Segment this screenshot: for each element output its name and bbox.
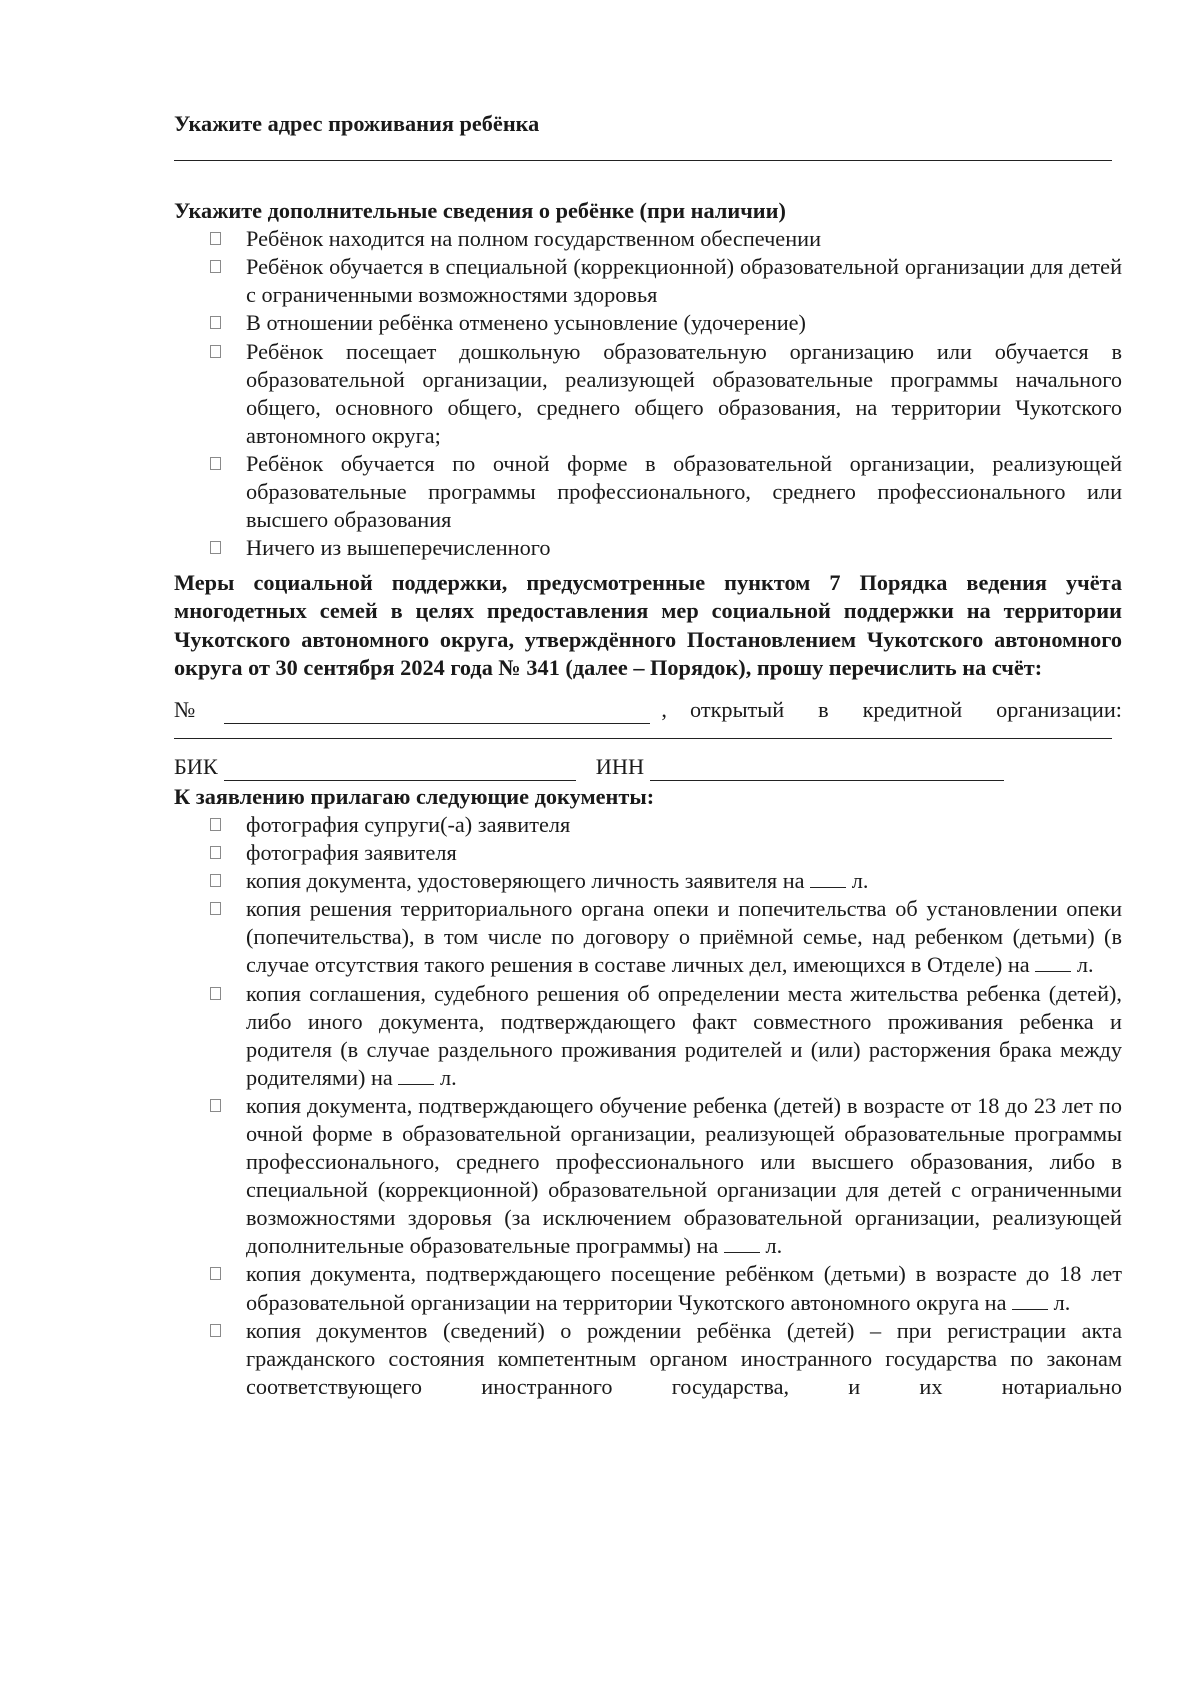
option-label: В отношении ребёнка отменено усыновление (удочерение) <box>246 310 806 336</box>
attachment-item[interactable] <box>174 1092 1122 1261</box>
attachment-label: копия документа, удостоверяющего личность заявителя на <box>246 868 805 894</box>
checkbox[interactable] <box>210 818 221 831</box>
sheet-count-input[interactable] <box>1012 1289 1048 1310</box>
child-info-option[interactable] <box>174 309 1122 337</box>
attachment-label: фотография заявителя <box>246 840 457 866</box>
attachment-label: копия документов (сведений) о рождении ребёнка (детей) – при регистрации акта гражданского состояния компетентным органом иностранного государства по законам соответствующего иностранного государства, и их нотариально <box>246 1317 1122 1399</box>
checkbox[interactable] <box>210 1324 221 1337</box>
bik-label: БИК <box>174 753 218 779</box>
checkbox[interactable] <box>210 316 221 329</box>
attachment-item[interactable] <box>174 1317 1122 1401</box>
sheet-count-input[interactable] <box>1035 951 1071 972</box>
child-info-option[interactable] <box>174 253 1122 309</box>
bik-inn-row <box>174 753 1122 781</box>
account-comma: , <box>661 696 667 722</box>
account-number-input[interactable] <box>224 703 650 724</box>
opened-word: организации: <box>996 696 1122 722</box>
checkbox[interactable] <box>210 1267 221 1280</box>
attachment-item[interactable] <box>174 895 1122 979</box>
application-form-page <box>174 110 1122 1401</box>
child-info-option[interactable] <box>174 338 1122 450</box>
account-number-label: № <box>174 696 196 722</box>
sheet-suffix: л. <box>1053 1289 1071 1315</box>
sheet-count-input[interactable] <box>398 1064 434 1085</box>
support-measures-text: Меры социальной поддержки, предусмотренные пунктом 7 Порядка ведения учёта многодетных семей в целях предоставления мер социальной поддержки на территории Чукотского автономного округа, утверждённого Постановлением Чукотского автономного округа от 30 сентября 2024 года № 341 (далее – Порядок), прошу перечислить на счёт: <box>174 570 1122 680</box>
option-label: Ребёнок обучается в специальной (коррекционной) образовательной организации для детей с ограниченными возможностями здоровья <box>246 254 1122 308</box>
child-info-option[interactable] <box>174 450 1122 534</box>
sheet-suffix: л. <box>439 1064 457 1090</box>
sheet-suffix: л. <box>1076 952 1094 978</box>
child-info-option[interactable] <box>174 534 1122 562</box>
attachment-item[interactable] <box>174 1260 1122 1316</box>
checkbox[interactable] <box>210 874 221 887</box>
option-label: Ребёнок находится на полном государственном обеспечении <box>246 226 822 252</box>
attachment-item[interactable] <box>174 980 1122 1092</box>
inn-input[interactable] <box>650 760 1004 781</box>
attachment-label: копия соглашения, судебного решения об определении места жительства ребенка (детей), либо иного документа, подтверждающего факт совместного проживания ребенка и родителя (в случае раздельного проживания родителей и (или) расторжения брака между родителями) на <box>246 980 1122 1090</box>
attachment-item[interactable] <box>174 867 1122 895</box>
attachment-item[interactable] <box>174 839 1122 867</box>
account-number-row <box>174 696 1122 724</box>
address-heading: Укажите адрес проживания ребёнка <box>174 111 540 136</box>
checkbox[interactable] <box>210 541 221 554</box>
opened-word: в <box>818 696 829 722</box>
option-label: Ничего из вышеперечисленного <box>246 535 551 561</box>
opened-word: открытый <box>690 696 785 722</box>
checkbox[interactable] <box>210 1099 221 1112</box>
inn-label: ИНН <box>595 753 645 779</box>
attachment-item[interactable] <box>174 811 1122 839</box>
checkbox[interactable] <box>210 260 221 273</box>
checkbox[interactable] <box>210 846 221 859</box>
sheet-suffix: л. <box>765 1233 783 1259</box>
attachment-label: копия решения территориального органа опеки и попечительства об установлении опеки (попечительства), в том числе по договору о приёмной семье, над ребенком (детьми) (в случае отсутствия такого решения в составе личных дел, имеющихся в Отделе) на <box>246 896 1122 978</box>
child-info-option[interactable] <box>174 225 1122 253</box>
child-info-heading: Укажите дополнительные сведения о ребёнке (при наличии) <box>174 198 786 224</box>
sheet-count-input[interactable] <box>810 867 846 888</box>
attachments-list <box>174 811 1122 1401</box>
checkbox[interactable] <box>210 987 221 1000</box>
child-info-options <box>174 225 1122 562</box>
sheet-count-input[interactable] <box>724 1232 760 1253</box>
opened-word: кредитной <box>862 696 963 722</box>
attachment-label: копия документа, подтверждающего посещение ребёнком (детьми) в возрасте до 18 лет образовательной организации на территории Чукотского автономного округа на <box>246 1261 1122 1315</box>
option-label: Ребёнок обучается по очной форме в образовательной организации, реализующей образовательные программы профессионального, среднего профессионального или высшего образования <box>246 450 1122 533</box>
checkbox[interactable] <box>210 457 221 470</box>
bik-input[interactable] <box>224 760 576 781</box>
checkbox[interactable] <box>210 902 221 915</box>
attachments-heading: К заявлению прилагаю следующие документы: <box>174 783 655 809</box>
attachment-label: копия документа, подтверждающего обучение ребенка (детей) в возрасте от 18 до 23 лет по очной форме в образовательной организации, реализующей образовательные программы профессионального, среднего профессионального или высшего образования, либо в специальной (коррекционной) образовательной организации для детей с ограниченными возможностями здоровья (за исключением образовательной организации, реализующей дополнительные образовательные программы) на <box>246 1092 1122 1259</box>
sheet-suffix: л. <box>851 868 869 894</box>
account-opened-label <box>690 696 1122 724</box>
option-label: Ребёнок посещает дошкольную образовательную организацию или обучается в образовательной организации, реализующей образовательные программы начального общего, основного общего, среднего общего образования, на территории Чукотского автономного округа; <box>246 338 1122 448</box>
checkbox[interactable] <box>210 345 221 358</box>
checkbox[interactable] <box>210 232 221 245</box>
attachment-label: фотография супруги(-а) заявителя <box>246 811 571 837</box>
